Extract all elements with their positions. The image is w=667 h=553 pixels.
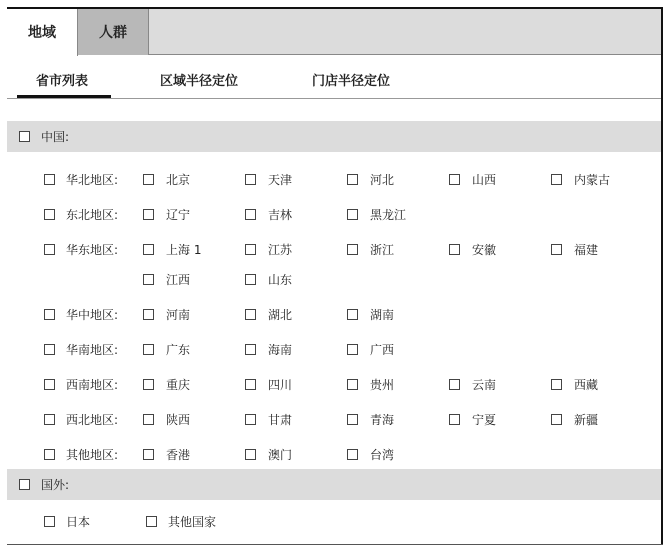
tab-region[interactable]: 地域 [7,9,78,56]
province-checkbox[interactable] [245,274,256,285]
province-label[interactable]: 重庆 [166,378,191,392]
subtab-province-list[interactable]: 省市列表 [36,74,89,89]
region-checkbox[interactable] [44,344,55,355]
province-label[interactable]: 辽宁 [166,208,191,222]
province-label[interactable]: 澳门 [268,448,293,462]
province-checkbox[interactable] [551,244,562,255]
main-tab-bar [7,9,661,55]
province-label[interactable]: 内蒙古 [574,173,611,187]
province-checkbox[interactable] [245,414,256,425]
section-foreign [7,469,661,500]
province-checkbox[interactable] [143,244,154,255]
region-label: 西北地区: [66,413,119,427]
region-checkbox[interactable] [44,244,55,255]
region-checkbox[interactable] [44,414,55,425]
region-label: 东北地区: [66,208,119,222]
province-label[interactable]: 陕西 [166,413,191,427]
province-checkbox[interactable] [245,449,256,460]
province-label[interactable]: 江西 [166,273,191,287]
province-checkbox[interactable] [347,209,358,220]
region-checkbox[interactable] [44,379,55,390]
province-label[interactable]: 贵州 [370,378,395,392]
country-label[interactable]: 日本 [66,515,91,529]
sub-tab-bar [7,56,661,99]
region-checkbox[interactable] [44,309,55,320]
province-label[interactable]: 江苏 [268,243,293,257]
province-label[interactable]: 广西 [370,343,395,357]
province-checkbox[interactable] [143,209,154,220]
province-label[interactable]: 河南 [166,308,191,322]
region-label: 西南地区: [66,378,119,392]
region-label: 其他地区: [66,448,119,462]
province-label[interactable]: 甘肃 [268,413,293,427]
province-checkbox[interactable] [347,449,358,460]
region-label: 华南地区: [66,343,119,357]
province-label[interactable]: 香港 [166,448,191,462]
province-label[interactable]: 广东 [166,343,191,357]
panel-bottom-border [7,544,663,545]
province-label[interactable]: 山西 [472,173,497,187]
region-selector-panel [7,7,663,545]
region-checkbox[interactable] [44,209,55,220]
country-checkbox[interactable] [44,516,55,527]
province-checkbox[interactable] [449,174,460,185]
active-subtab-indicator [17,95,111,98]
country-label[interactable]: 其他国家 [168,515,217,529]
section-china [7,121,661,152]
subtab-store-radius[interactable]: 门店半径定位 [312,74,391,89]
province-label[interactable]: 湖南 [370,308,395,322]
province-label[interactable]: 福建 [574,243,599,257]
province-label[interactable]: 四川 [268,378,293,392]
province-checkbox[interactable] [143,379,154,390]
province-label[interactable]: 宁夏 [472,413,497,427]
province-label[interactable]: 台湾 [370,448,395,462]
province-checkbox[interactable] [449,379,460,390]
province-checkbox[interactable] [143,449,154,460]
province-checkbox[interactable] [245,379,256,390]
province-checkbox[interactable] [143,309,154,320]
province-checkbox[interactable] [245,174,256,185]
province-label[interactable]: 北京 [166,173,191,187]
province-label[interactable]: 湖北 [268,308,293,322]
province-checkbox[interactable] [245,344,256,355]
province-checkbox[interactable] [245,209,256,220]
province-label[interactable]: 青海 [370,413,395,427]
province-checkbox[interactable] [449,414,460,425]
province-checkbox[interactable] [245,309,256,320]
province-label[interactable]: 西藏 [574,378,599,392]
province-checkbox[interactable] [347,309,358,320]
region-checkbox[interactable] [44,449,55,460]
region-label: 华中地区: [66,308,119,322]
province-label[interactable]: 山东 [268,273,293,287]
province-checkbox[interactable] [551,379,562,390]
province-checkbox[interactable] [347,379,358,390]
country-checkbox[interactable] [146,516,157,527]
province-checkbox[interactable] [143,174,154,185]
checkbox-china[interactable] [19,131,30,142]
province-checkbox[interactable] [449,244,460,255]
province-checkbox[interactable] [551,414,562,425]
province-checkbox[interactable] [143,344,154,355]
checkbox-foreign[interactable] [19,479,30,490]
region-checkbox[interactable] [44,174,55,185]
province-label[interactable]: 天津 [268,173,293,187]
province-label[interactable]: 吉林 [268,208,293,222]
region-label: 华北地区: [66,173,119,187]
province-label[interactable]: 浙江 [370,243,395,257]
province-label[interactable]: 河北 [370,173,395,187]
subtab-area-radius[interactable]: 区域半径定位 [160,74,239,89]
province-checkbox[interactable] [245,244,256,255]
panel-right-border [661,7,663,545]
province-checkbox[interactable] [143,274,154,285]
province-label[interactable]: 海南 [268,343,293,357]
province-checkbox[interactable] [347,244,358,255]
region-label: 华东地区: [66,243,119,257]
province-checkbox[interactable] [143,414,154,425]
province-label[interactable]: 云南 [472,378,497,392]
province-checkbox[interactable] [347,344,358,355]
section-china-label: 中国: [41,130,70,144]
section-foreign-label: 国外: [41,478,70,492]
province-label[interactable]: 上海 1 [166,243,202,257]
province-checkbox[interactable] [347,414,358,425]
province-label[interactable]: 安徽 [472,243,497,257]
province-checkbox[interactable] [347,174,358,185]
province-checkbox[interactable] [551,174,562,185]
province-label[interactable]: 新疆 [574,413,599,427]
province-label[interactable]: 黑龙江 [370,208,407,222]
tab-audience[interactable]: 人群 [78,9,149,55]
